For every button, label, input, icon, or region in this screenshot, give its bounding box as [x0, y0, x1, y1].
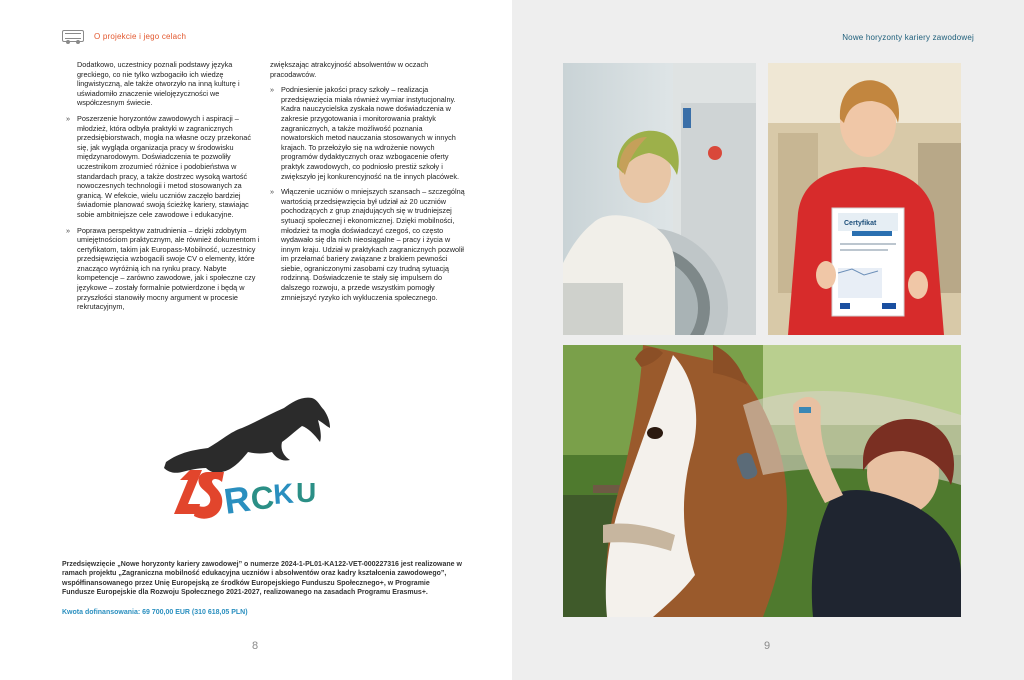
list-item: » Podniesienie jakości pracy szkoły – realizacja przedsięwzięcia miała również wymiar instytucjonalny. Kadra nauczycielska zyskała nowe doświadczenia w zakresie przygotowania i monitorowania praktyk zagranicznych, a także możliwość poznania nowatorskich metod nauczania stosowanych w innych krajach. To przełożyło się na wdrożenie nowych programów dydaktycznych oraz wzbogacenie oferty praktyk zawodowych, co podniosło prestiż szkoły i zwiększyło jej konkurencyjność na tle innych placówek. [270, 85, 465, 181]
photo-horse-grooming [563, 345, 961, 617]
laundry-photo-icon [563, 63, 756, 335]
bullet-list [66, 114, 262, 312]
horse-photo-icon [563, 345, 961, 617]
svg-text:K: K [272, 477, 295, 510]
section-title: O projekcie i jego celach [94, 31, 187, 41]
right-header: Nowe horyzonty kariery zawodowej [842, 33, 974, 42]
list-item: » Poprawa perspektyw zatrudnienia – dzięki zdobytym umiejętnościom praktycznym, ale również dokumentom i certyfikatom, takim jak Europass-Mobilność, uczestnicy przedsięwzięcia wzbogacili swoje CV o elementy, które znacząco wyróżnią ich na rynku pracy. Nabyte kompetencje – zarówno zawodowe, jak i społeczne czy językowe – zostały formalnie potwierdzone i będą w przyszłości stanowiły mocny argument w procesie rekrutacyjnym, [66, 226, 262, 312]
page-number-left: 8 [252, 640, 259, 652]
svg-text:C: C [248, 478, 276, 517]
photo-laundry [563, 63, 756, 335]
certificate-title: Certyfikat [844, 220, 877, 227]
list-item: » Poszerzenie horyzontów zawodowych i aspiracji – młodzież, która odbyła praktyki w zagranicznych przedsiębiorstwach, mogła na własne oczy przekonać się, jak wygląda organizacja pracy w środowisku międzynarodowym. Doświadczenia te pozwoliły uczestnikom zrozumieć różnice i podobieństwa w standardach pracy, a także dostrzec wysoką wartość nowoczesnych technologii i metod stosowanych za granicą. W efekcie, wielu uczniów zaczęło bardziej świadomie planować swoją ścieżkę kariery, stawiając sobie ambitniejsze cele zawodowe i edukacyjne. [66, 114, 262, 220]
text-column-1 [66, 60, 262, 318]
funding-amount: Kwota dofinansowania: 69 700,00 EUR (310 618,05 PLN) [62, 609, 248, 616]
bullet-list [270, 85, 465, 302]
certificate-photo-icon [768, 63, 961, 335]
photo-certificate [768, 63, 961, 335]
page-number-right: 9 [764, 640, 771, 652]
left-header [62, 30, 186, 42]
text-column-2 [270, 60, 465, 308]
intro-paragraph: Dodatkowo, uczestnicy poznali podstawy języka greckiego, co nie tylko wzbogaciło ich wiedzę lingwistyczną, ale także otworzyło na inną kulturę i uświadomiło znaczenie wielojęzyczności we współczesnym świecie. [77, 60, 240, 108]
funding-note: Przedsięwzięcie „Nowe horyzonty kariery zawodowej” o numerze 2024-1-PL01-KA122-VET-000227316 jest realizowane w ramach projektu „Zagraniczna mobilność edukacyjna uczniów i absolwentów oraz kadry kształcenia zawodowego”, współfinansowanego przez Unię Europejską ze środków Europejskiego Funduszu Społecznego+, w Programie Fundusze Europejskie dla Rozwoju Społecznego 2021-2027, realizowanego na zasadach Programu Erasmus+. [62, 561, 462, 596]
svg-text:U: U [296, 477, 317, 508]
continuation-paragraph: zwiększając atrakcyjność absolwentów w oczach pracodawców. [270, 60, 429, 79]
horse-logo-icon [160, 392, 340, 534]
school-logo [160, 392, 340, 534]
bus-icon [62, 30, 84, 42]
list-item: » Włączenie uczniów o mniejszych szansach – szczególną wartością przedsięwzięcia był udział aż 20 uczniów pochodzących z grup znajdujących się w trudniejszej sytuacji społecznej i ekonomicznej. Dzięki mobilności, młodzież ta mogła doświadczyć czegoś, co często wydawało się dla nich nieosiągalne – pracy i życia w innym kraju. Udział w praktykach zagranicznych pozwolił im przełamać bariery związane z brakiem pewności siebie, ograniczonymi zasobami czy trudną sytuacją rodzinną. Doświadczenie te stały się impulsem do dalszego rozwoju, a przede wszystkim pomogły zmniejszyć ryzyko ich wykluczenia społecznego. [270, 187, 465, 302]
svg-text:R: R [221, 477, 253, 522]
